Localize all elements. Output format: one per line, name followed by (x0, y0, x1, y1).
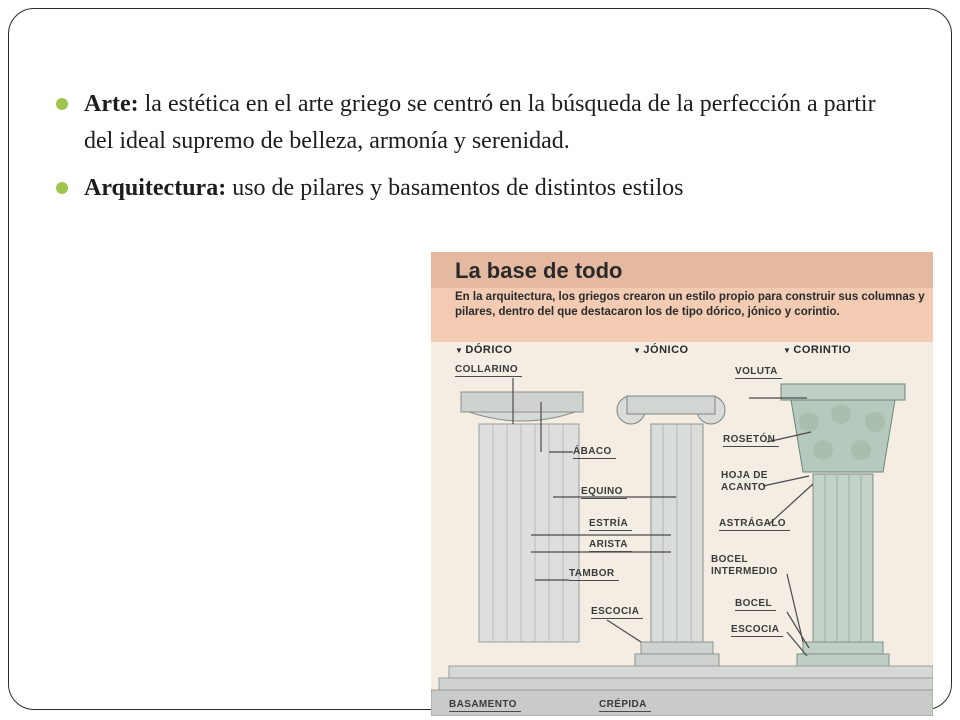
part-hoja-de-acanto (721, 470, 768, 494)
part-bocel-intermedio (711, 554, 778, 578)
part-astragalo: ASTRÁGALO (719, 518, 786, 529)
columns-figure (431, 252, 933, 716)
part-crepida: CRÉPIDA (599, 699, 647, 710)
part-bocel-int-line2: INTERMEDIO (711, 566, 778, 577)
figure-title: La base de todo (455, 258, 623, 283)
bullet-text: uso de pilares y basamentos de distintos estilos (226, 175, 684, 201)
ionic-column (617, 396, 725, 666)
label-doric: ▼ DÓRICO (455, 344, 512, 356)
part-voluta: VOLUTA (735, 366, 778, 377)
label-corinthian: ▼ CORINTIO (783, 344, 851, 356)
part-tambor: TAMBOR (569, 568, 615, 579)
bullet-term: Arquitectura: (84, 175, 227, 201)
bullet-text: la estética en el arte griego se centró en la búsqueda de la perfección a partir del ideal supremo de belleza, armonía y serenidad. (84, 91, 876, 154)
part-collarino: COLLARINO (455, 364, 519, 375)
part-hoja-line1: HOJA DE (721, 470, 768, 481)
part-abaco: ÁBACO (573, 446, 612, 457)
part-escocia-right: ESCOCIA (731, 624, 780, 635)
part-bocel-int-line1: BOCEL (711, 554, 748, 565)
bullet-dot (56, 98, 68, 110)
doric-column (461, 392, 583, 642)
bullet-list (56, 86, 906, 217)
corinthian-column (781, 384, 905, 666)
bullet-dot (56, 182, 68, 194)
columns-illustration (431, 252, 933, 716)
part-bocel: BOCEL (735, 598, 772, 609)
part-equino: EQUINO (581, 486, 623, 497)
part-basamento: BASAMENTO (449, 699, 517, 710)
figure-intro: En la arquitectura, los griegos crearon un estilo propio para construir sus columnas y pilares, dentro del que destacaron los de tipo dórico, jónico y corintio. (455, 291, 925, 318)
bullet-arte (56, 86, 906, 160)
part-estria: ESTRÍA (589, 518, 629, 529)
bullet-term: Arte: (84, 91, 139, 117)
bullet-arquitectura (56, 170, 906, 207)
part-escocia-left: ESCOCIA (591, 606, 640, 617)
part-arista: ARISTA (589, 539, 628, 550)
part-roseton: ROSETÓN (723, 434, 776, 445)
label-ionic: ▼ JÓNICO (633, 344, 689, 356)
part-hoja-line2: ACANTO (721, 482, 766, 493)
